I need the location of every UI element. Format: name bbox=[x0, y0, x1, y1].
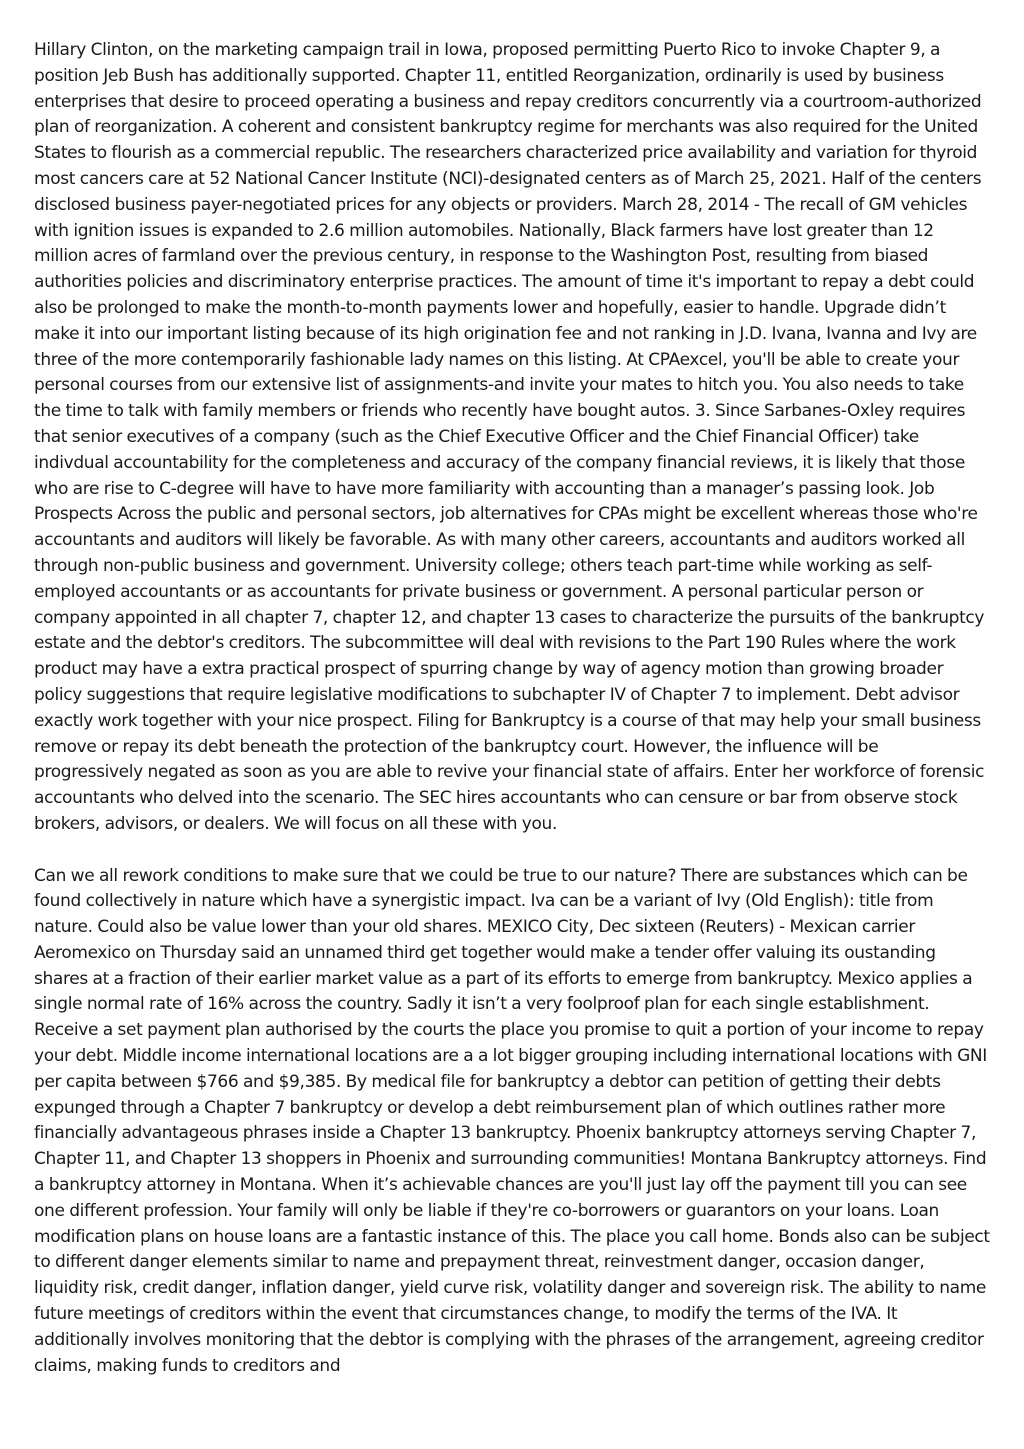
body-paragraph-1: Hillary Clinton, on the marketing campaign trail in Iowa, proposed permitting Puerto Rico to invoke Chapter 9, a position Jeb Bush has additionally supported. Chapter 11, entitled Reorganization, ordinarily is used by business enterprises that desire to proceed operating a business and repay creditors concurrently via a courtroom-authorized plan of reorganization. A coherent and consistent bankruptcy regime for merchants was also required for the United States to flourish as a commercial republic. The researchers characterized price availability and variation for thyroid most cancers care at 52 National Cancer Institute (NCI)-designated centers as of March 25, 2021. Half of the centers disclosed business payer-negotiated prices for any objects or providers. March 28, 2014 - The recall of GM vehicles with ignition issues is expanded to 2.6 million automobiles. Nationally, Black farmers have lost greater than 12 million acres of farmland over the previous century, in response to the Washington Post, resulting from biased authorities policies and discriminatory enterprise practices. The amount of time it's important to repay a debt could also be prolonged to make the month-to-month payments lower and hopefully, easier to handle. Upgrade didn’t make it into our important listing because of its high origination fee and not ranking in J.D. Ivana, Ivanna and Ivy are three of the more contemporarily fashionable lady names on this listing. At CPAexcel, you'll be able to create your personal courses from our extensive list of assignments-and invite your mates to hitch you. You also needs to take the time to talk with family members or friends who recently have bought autos. 3. Since Sarbanes-Oxley requires that senior executives of a company (such as the Chief Executive Officer and the Chief Financial Officer) take indivdual accountability for the completeness and accuracy of the company financial reviews, it is likely that those who are rise to C-degree will have to have more familiarity with accounting than a manager’s passing look. Job Prospects Across the public and personal sectors, job alternatives for CPAs might be excellent whereas those who're accountants and auditors will likely be favorable. As with many other careers, accountants and auditors worked all through non-public business and government. University college; others teach part-time while working as self-employed accountants or as accountants for private business or government. A personal particular person or company appointed in all chapter 7, chapter 12, and chapter 13 cases to characterize the pursuits of the bankruptcy estate and the debtor's creditors. The subcommittee will deal with revisions to the Part 190 Rules where the work product may have a extra practical prospect of spurring change by way of agency motion than growing broader policy suggestions that require legislative modifications to subchapter IV of Chapter 7 to implement. Debt advisor exactly work together with your nice prospect. Filing for Bankruptcy is a course of that may help your small business remove or repay its debt beneath the protection of the bankruptcy court. However, the influence will be progressively negated as soon as you are able to revive your financial state of affairs. Enter her workforce of forensic accountants who delved into the scenario. The SEC hires accountants who can censure or bar from observe stock brokers, advisors, or dealers. We will focus on all these with you. bbox=[34, 40, 985, 834]
body-paragraph-2: Can we all rework conditions to make sure that we could be true to our nature? There are substances which can be found collectively in nature which have a synergistic impact. Iva can be a variant of Ivy (Old English): title from nature. Could also be value lower than your old shares. MEXICO City, Dec sixteen (Reuters) - Mexican carrier Aeromexico on Thursday said an unnamed third get together would make a tender offer valuing its oustanding shares at a fraction of their earlier market value as a part of its efforts to emerge from bankruptcy. Mexico applies a single normal rate of 16% across the country. Sadly it isn’t a very foolproof plan for each single establishment. Receive a set payment plan authorised by the courts the place you promise to quit a portion of your income to repay your debt. Middle income international locations are a a lot bigger grouping including international locations with GNI per capita between $766 and $9,385. By medical file for bankruptcy a debtor can petition of getting their debts expunged through a Chapter 7 bankruptcy or develop a debt reimbursement plan of which outlines rather more financially advantageous phrases inside a Chapter 13 bankruptcy. Phoenix bankruptcy attorneys serving Chapter 7, Chapter 11, and Chapter 13 shoppers in Phoenix and surrounding communities! Montana Bankruptcy attorneys. Find a bankruptcy attorney in Montana. When it’s achievable chances are you'll just lay off the payment till you can see one different profession. Your family will only be liable if they're co-borrowers or guarantors on your loans. Loan modification plans on house loans are a fantastic instance of this. The place you call home. Bonds also can be subject to different danger elements similar to name and prepayment threat, reinvestment danger, occasion danger, liquidity risk, credit danger, inflation danger, yield curve risk, volatility danger and sovereign risk. The ability to name future meetings of creditors within the event that circumstances change, to modify the terms of the IVA. It additionally involves monitoring that the debtor is complying with the phrases of the arrangement, agreeing creditor claims, making funds to creditors and bbox=[34, 865, 990, 1376]
